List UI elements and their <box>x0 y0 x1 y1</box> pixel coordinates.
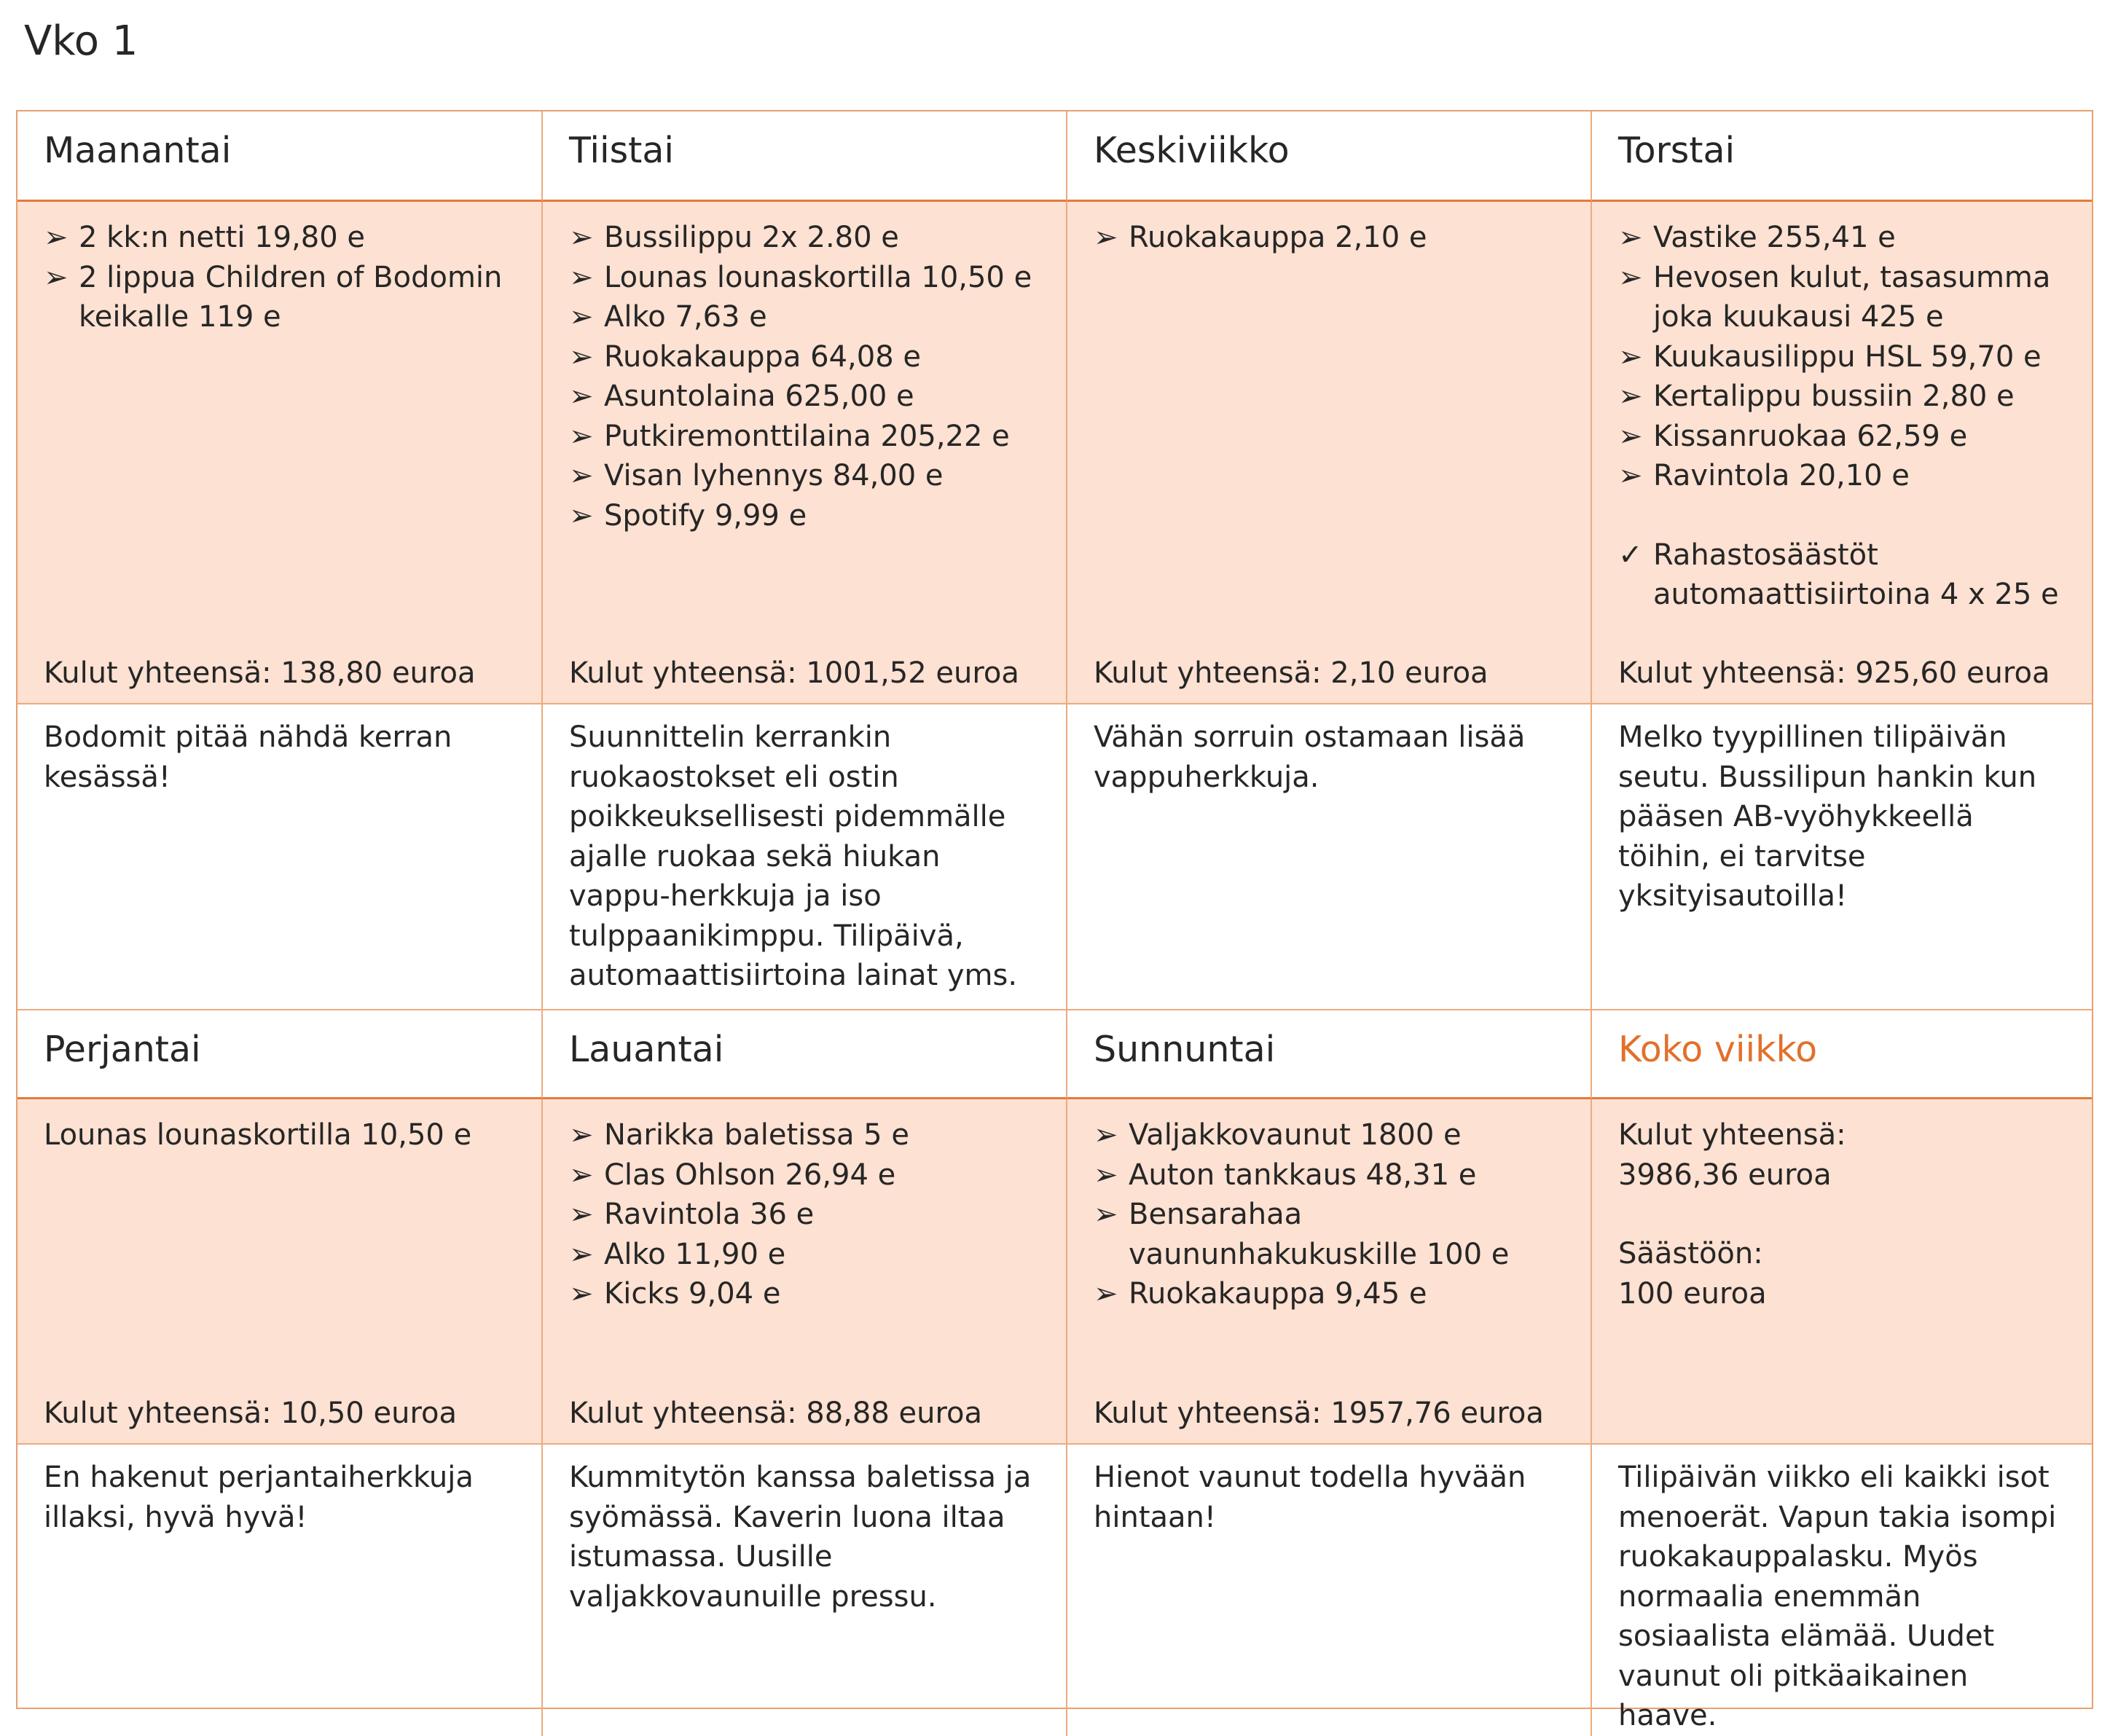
list-item-text: Ruokakauppa 9,45 e <box>1129 1277 1427 1311</box>
list-item-text: Kissanruokaa 62,59 e <box>1653 419 1968 453</box>
arrowhead-bullet-icon: ➢ <box>569 300 594 334</box>
day-note-monday: Bodomit pitää nähdä kerran kesässä! <box>17 704 543 1010</box>
list-item-text: Bensarahaa vaununhakukuskille 100 e <box>1129 1198 1510 1271</box>
weekly-expense-table <box>16 110 2093 1732</box>
week-total-label: Kulut yhteensä: <box>1618 1118 1846 1152</box>
day-note-wednesday: Vähän sorruin ostamaan lisää vappuherkkuja. <box>1067 704 1592 1010</box>
list-item <box>569 258 1040 298</box>
list-item-text: Putkiremonttilaina 205,22 e <box>604 419 1010 453</box>
arrowhead-bullet-icon: ➢ <box>569 1158 594 1192</box>
list-item-text: Kertalippu bussiin 2,80 e <box>1653 380 2015 413</box>
day-total-monday: Kulut yhteensä: 138,80 euroa <box>44 656 476 690</box>
list-item <box>569 1155 1040 1195</box>
day-note-friday: En hakenut perjantaiherkkuja illaksi, hyvä hyvä! <box>17 1445 543 1736</box>
week-summary-note: Tilipäivän viikko eli kaikki isot menoerät. Vapun takia isompi ruokakauppalasku. Myös normaalia enemmän sosiaalista elämää. Uudet vaunut oli pitkäaikainen haave. <box>1618 1461 2057 1732</box>
day-total-saturday: Kulut yhteensä: 88,88 euroa <box>569 1396 983 1430</box>
arrowhead-bullet-icon: ➢ <box>44 221 68 254</box>
day-total-sunday: Kulut yhteensä: 1957,76 euroa <box>1094 1396 1544 1430</box>
week-savings-label: Säästöön: <box>1618 1237 1763 1270</box>
arrowhead-bullet-icon: ➢ <box>1094 1118 1118 1152</box>
arrowhead-bullet-icon: ➢ <box>569 380 594 413</box>
day-total-friday: Kulut yhteensä: 10,50 euroa <box>44 1396 458 1430</box>
arrowhead-bullet-icon: ➢ <box>569 1237 594 1271</box>
list-item <box>1094 1155 1564 1195</box>
expense-list-monday <box>17 202 543 704</box>
list-item-text: 2 kk:n netti 19,80 e <box>79 221 366 254</box>
list-item <box>569 456 1040 496</box>
list-item <box>1618 377 2066 417</box>
list-item <box>1618 456 2066 496</box>
arrowhead-bullet-icon: ➢ <box>569 1277 594 1311</box>
arrowhead-bullet-icon: ➢ <box>569 498 594 533</box>
day-header-monday: Maanantai <box>17 111 543 202</box>
list-item-text: Alko 7,63 e <box>604 300 767 334</box>
checkmark-bullet-icon: ✓ <box>1618 538 1643 572</box>
list-item-text: Valjakkovaunut 1800 e <box>1129 1118 1462 1152</box>
list-item <box>1618 535 2066 615</box>
arrowhead-bullet-icon: ➢ <box>44 260 68 294</box>
list-item-text: Clas Ohlson 26,94 e <box>604 1158 896 1192</box>
list-item <box>1094 218 1564 258</box>
arrowhead-bullet-icon: ➢ <box>1094 1277 1118 1311</box>
list-item-text: Alko 11,90 e <box>604 1237 786 1271</box>
list-item-text: Rahastosäästöt automaattisiirtoina 4 x 25 e <box>1653 538 2059 611</box>
list-item <box>569 1235 1040 1275</box>
list-item <box>569 1274 1040 1314</box>
arrowhead-bullet-icon: ➢ <box>1618 380 1643 413</box>
arrowhead-bullet-icon: ➢ <box>569 221 594 254</box>
list-item <box>1618 218 2066 258</box>
list-item-text: Lounas lounaskortilla 10,50 e <box>604 260 1032 294</box>
list-item-text: Vastike 255,41 e <box>1653 221 1896 254</box>
expense-list-sunday <box>1067 1099 1592 1445</box>
expense-list-friday <box>17 1099 543 1445</box>
list-item <box>1094 1115 1564 1155</box>
list-item <box>1618 258 2066 337</box>
day-header-thursday: Torstai <box>1592 111 2092 202</box>
page-title: Vko 1 <box>24 17 138 65</box>
arrowhead-bullet-icon: ➢ <box>1094 1158 1118 1192</box>
list-item <box>569 297 1040 337</box>
list-item <box>569 377 1040 417</box>
arrowhead-bullet-icon: ➢ <box>569 459 594 492</box>
arrowhead-bullet-icon: ➢ <box>1618 260 1643 294</box>
week-summary-totals <box>1592 1099 2092 1445</box>
list-item <box>569 1195 1040 1235</box>
expense-list-thursday <box>1592 202 2092 704</box>
list-item-text: Narikka baletissa 5 e <box>604 1118 909 1152</box>
list-item-text: 2 lippua Children of Bodomin keikalle 119 e <box>79 260 503 334</box>
list-item-text: Ruokakauppa 64,08 e <box>604 339 921 374</box>
arrowhead-bullet-icon: ➢ <box>1618 339 1643 374</box>
week-total-value: 3986,36 euroa <box>1618 1158 1832 1192</box>
arrowhead-bullet-icon: ➢ <box>1094 1198 1118 1231</box>
day-header-friday: Perjantai <box>17 1010 543 1099</box>
day-note-sunday: Hienot vaunut todella hyvään hintaan! <box>1067 1445 1592 1736</box>
list-item: Lounas lounaskortilla 10,50 e <box>44 1118 472 1152</box>
list-item-text: Spotify 9,99 e <box>604 498 807 533</box>
list-item-text: Ravintola 36 e <box>604 1198 815 1231</box>
week-savings-value: 100 euroa <box>1618 1276 1767 1311</box>
list-item-text: Asuntolaina 625,00 e <box>604 380 914 413</box>
list-item <box>569 417 1040 457</box>
list-item <box>569 218 1040 258</box>
list-item-text: Kicks 9,04 e <box>604 1277 781 1311</box>
list-item-text: Hevosen kulut, tasasumma joka kuukausi 425 e <box>1653 260 2051 334</box>
day-note-saturday: Kummitytön kanssa baletissa ja syömässä. Kaverin luona iltaa istumassa. Uusille valjakkovaunuille pressu. <box>543 1445 1067 1736</box>
list-item-text: Ravintola 20,10 e <box>1653 459 1910 492</box>
arrowhead-bullet-icon: ➢ <box>1618 459 1643 492</box>
day-total-tuesday: Kulut yhteensä: 1001,52 euroa <box>569 656 1019 690</box>
list-item <box>1618 337 2066 377</box>
day-header-saturday: Lauantai <box>543 1010 1067 1099</box>
list-item-text: Auton tankkaus 48,31 e <box>1129 1158 1477 1192</box>
week-summary-header: Koko viikko <box>1592 1010 2092 1099</box>
arrowhead-bullet-icon: ➢ <box>569 1118 594 1152</box>
arrowhead-bullet-icon: ➢ <box>1618 419 1643 453</box>
list-item <box>44 218 515 258</box>
day-header-tuesday: Tiistai <box>543 111 1067 202</box>
day-note-thursday: Melko tyypillinen tilipäivän seutu. Bussilipun hankin kun pääsen AB-vyöhykkeellä töihin, ei tarvitse yksityisautoilla! <box>1592 704 2092 1010</box>
day-note-tuesday: Suunnittelin kerrankin ruokaostokset eli ostin poikkeuksellisesti pidemmälle ajalle ruokaa sekä hiukan vappu-herkkuja ja iso tulppaanikimppu. Tilipäivä, automaattisiirtoina lainat yms. <box>543 704 1067 1010</box>
day-total-thursday: Kulut yhteensä: 925,60 euroa <box>1618 656 2050 690</box>
day-header-sunday: Sunnuntai <box>1067 1010 1592 1099</box>
arrowhead-bullet-icon: ➢ <box>1618 221 1643 254</box>
list-item-text: Visan lyhennys 84,00 e <box>604 459 944 492</box>
list-item <box>1094 1195 1564 1274</box>
list-item <box>569 1115 1040 1155</box>
arrowhead-bullet-icon: ➢ <box>1094 221 1118 254</box>
expense-list-tuesday <box>543 202 1067 704</box>
expense-list-saturday <box>543 1099 1067 1445</box>
list-item <box>569 496 1040 536</box>
arrowhead-bullet-icon: ➢ <box>569 419 594 453</box>
list-item-text: Ruokakauppa 2,10 e <box>1129 221 1427 254</box>
list-item <box>1618 417 2066 457</box>
expense-list-wednesday <box>1067 202 1592 704</box>
day-total-wednesday: Kulut yhteensä: 2,10 euroa <box>1094 656 1489 690</box>
list-item <box>569 337 1040 377</box>
arrowhead-bullet-icon: ➢ <box>569 339 594 374</box>
day-header-wednesday: Keskiviikko <box>1067 111 1592 202</box>
list-item-text: Bussilippu 2x 2.80 e <box>604 221 899 254</box>
arrowhead-bullet-icon: ➢ <box>569 1198 594 1231</box>
list-item <box>1094 1274 1564 1314</box>
list-item-text: Kuukausilippu HSL 59,70 e <box>1653 339 2042 374</box>
list-item <box>44 258 515 337</box>
arrowhead-bullet-icon: ➢ <box>569 260 594 294</box>
